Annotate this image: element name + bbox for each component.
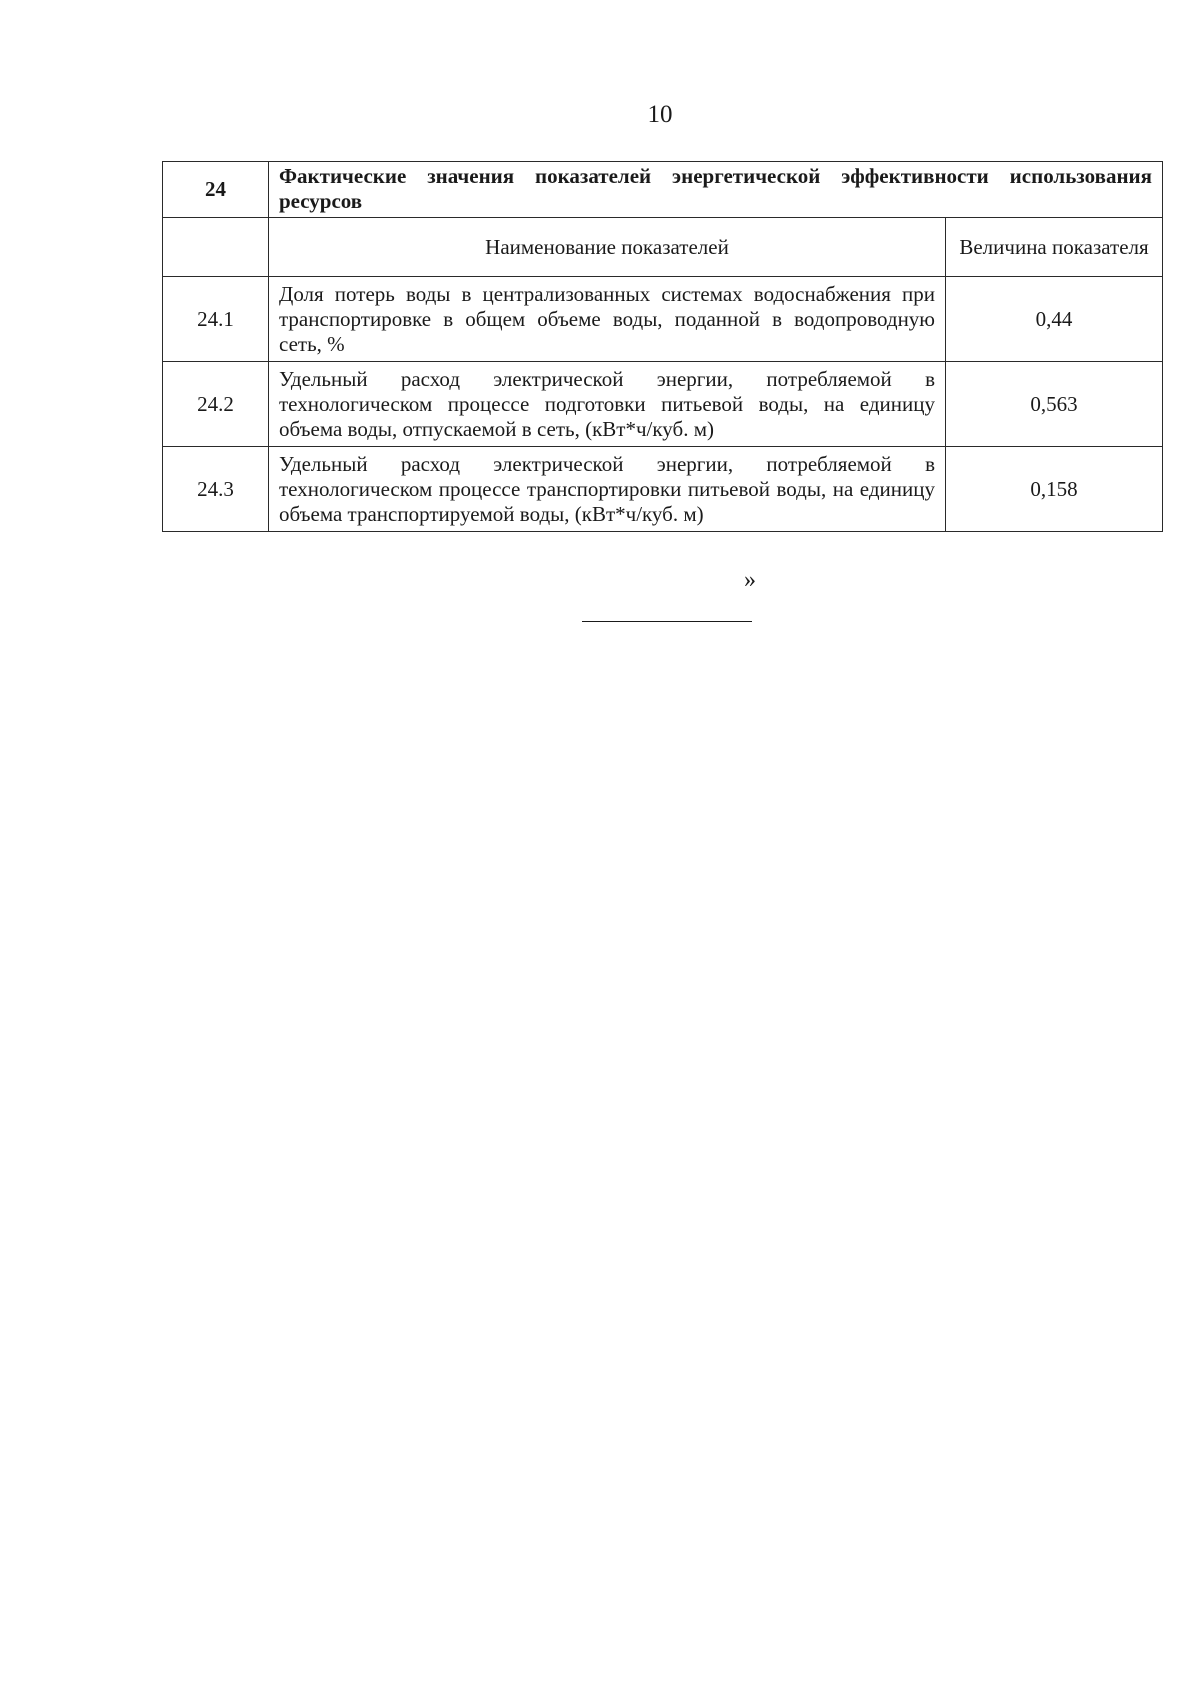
row-number: 24.3 bbox=[163, 447, 269, 532]
table-row bbox=[163, 447, 1163, 532]
section-number: 24 bbox=[163, 162, 269, 218]
header-name: Наименование показателей bbox=[269, 218, 946, 277]
row-value: 0,563 bbox=[946, 362, 1163, 447]
indicators-table bbox=[162, 161, 1163, 532]
row-value: 0,44 bbox=[946, 277, 1163, 362]
row-description: Доля потерь воды в централизованных системах водоснабжения при транспортировке в общем объеме воды, поданной в водопроводную сеть, % bbox=[269, 277, 946, 362]
header-number-cell bbox=[163, 218, 269, 277]
table-row bbox=[163, 277, 1163, 362]
row-value: 0,158 bbox=[946, 447, 1163, 532]
closing-quote: » bbox=[744, 567, 756, 593]
section-row bbox=[163, 162, 1163, 218]
header-row bbox=[163, 218, 1163, 277]
table-row bbox=[163, 362, 1163, 447]
closing-rule bbox=[582, 621, 752, 622]
row-number: 24.1 bbox=[163, 277, 269, 362]
section-title: Фактические значения показателей энергетической эффективности использования ресурсов bbox=[269, 162, 1163, 218]
header-value: Величина показателя bbox=[946, 218, 1163, 277]
row-description: Удельный расход электрической энергии, потребляемой в технологическом процессе транспортировки питьевой воды, на единицу объема транспортируемой воды, (кВт*ч/куб. м) bbox=[269, 447, 946, 532]
row-description: Удельный расход электрической энергии, потребляемой в технологическом процессе подготовки питьевой воды, на единицу объема воды, отпускаемой в сеть, (кВт*ч/куб. м) bbox=[269, 362, 946, 447]
row-number: 24.2 bbox=[163, 362, 269, 447]
page-number: 10 bbox=[647, 101, 673, 128]
